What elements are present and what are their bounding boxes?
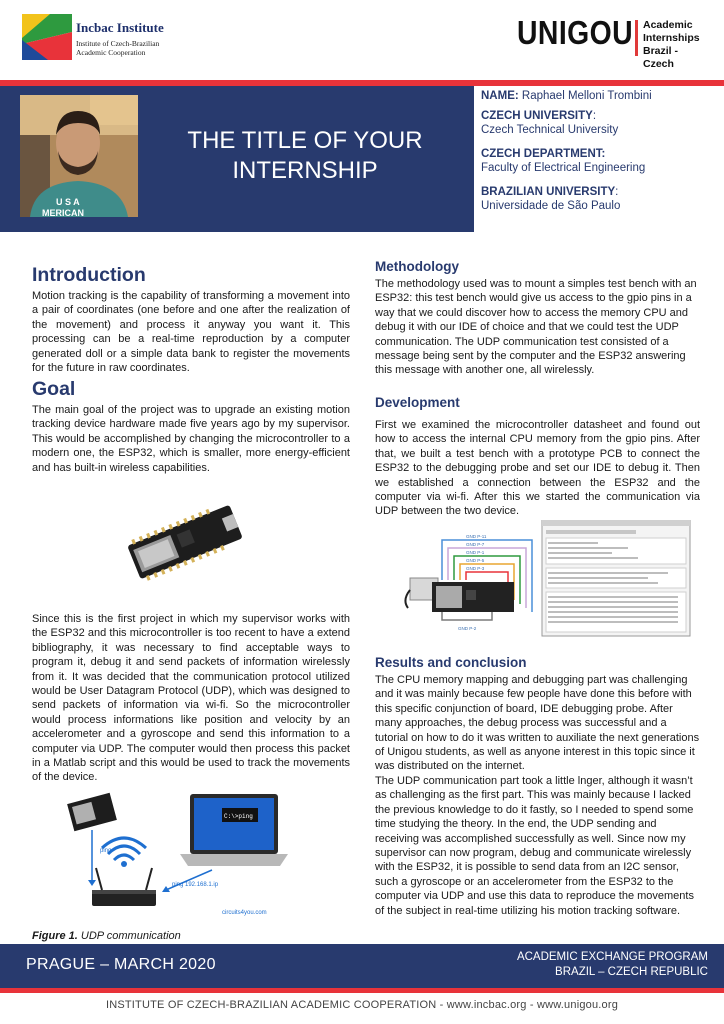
goal-text: The main goal of the project was to upgrade an existing motion tracking device hardware made five years ago by my supervisor. This would be accomplished by changing the microcontroller to a modern one, the ESP32, which is smaller, more energy-efficient and has built-in wireless capabilities. <box>32 404 350 474</box>
introduction-heading: Introduction <box>32 264 146 286</box>
footer-red-line <box>0 988 724 993</box>
test-bench-figure <box>402 520 692 640</box>
footer-location-date: PRAGUE – MARCH 2020 <box>26 956 216 973</box>
unigou-logo <box>517 14 707 70</box>
methodology-heading: Methodology <box>375 259 459 274</box>
figure-watermark: circuits4you.com <box>222 910 267 916</box>
figure-1-caption: Figure 1. UDP communication <box>32 930 181 942</box>
esp32-board-image <box>120 502 250 582</box>
methodology-text: The methodology used was to mount a simples test bench with an ESP32: this test bench would give us access to the gpio pins in a way that we could discover how to access the memory CPU and debug it with our IDE of choice and that we could test the UDP communication. The UDP communication test consisted of a message being sent by the computer and the ESP32 answering this message with another one, all wirelessly. <box>375 278 697 377</box>
name-field: NAME: Raphael Melloni Trombini <box>481 90 652 102</box>
brazil-czech-flag-icon <box>22 14 72 60</box>
svg-text:GND P-1: GND P-1 <box>466 550 485 555</box>
incbac-logo <box>22 14 182 66</box>
development-heading: Development <box>375 395 460 410</box>
footer-program: ACADEMIC EXCHANGE PROGRAM BRAZIL – CZECH REPUBLIC <box>516 951 708 978</box>
czech-department-field: CZECH DEPARTMENT: Faculty of Electrical Engineering <box>481 148 646 174</box>
introduction-text: Motion tracking is the capability of transforming a movement into a pair of coordinates (one before and one after the realization of the movement) and process it anyway you want it. This processing can be a real-time reproduction by a computer generated doll or a simple data bank to register the movements for the future in raw coordinates. <box>32 290 350 375</box>
svg-text:MERICAN: MERICAN <box>42 208 84 217</box>
page-header <box>0 0 724 80</box>
svg-text:U S A: U S A <box>56 197 80 207</box>
internship-title: THE TITLE OF YOUR INTERNSHIP <box>187 127 423 184</box>
udp-communication-figure <box>62 790 292 928</box>
unigou-brand: UNIGOU <box>517 14 634 51</box>
development-text: First we examined the microcontroller datasheet and found out how to access the internal CPU memory from the gpio pins. After that, we built a test bench with a prototype PCB to connect the ESP32 to the debugging probe and set our IDE to debug it. Then we established a connection between the ESP32 and the computer via wi-fi. After this we started the communication via UDP between the two device. <box>375 419 700 518</box>
goal-heading: Goal <box>32 378 76 400</box>
svg-text:GND P-7: GND P-7 <box>466 542 485 547</box>
svg-text:GND P-3: GND P-3 <box>466 566 485 571</box>
brazilian-university-field: BRAZILIAN UNIVERSITY: Universidade de São Paulo <box>481 186 621 212</box>
laptop-screen-text: C:\>ping <box>224 813 253 820</box>
results-text-continued: The UDP communication part took a little lnger, although it wasn’t as challenging as the first part. This was mainly because I lacked the previous knowledge to do it fastly, so I needed to spend some time studying the theory. In the end, the UDP sending and receiving was accomplished successfully as well. Since now my supervisor can now program, debug and communicate wirelessly with the ESP32, it is possible to send data from an I2C sensor, such a gyroscope or an accelerometer from the ESP32 to the computer via UDP and use this data to reproduce the movements of the subject in real-time utilizing his motion tracking software. <box>375 775 694 917</box>
unigou-tagline: Academic Internships Brazil - Czech <box>643 19 700 70</box>
czech-university-field: CZECH UNIVERSITY: Czech Technical University <box>481 110 619 136</box>
svg-text:GND P-2: GND P-2 <box>458 626 477 631</box>
svg-text:GND P-5: GND P-5 <box>466 558 485 563</box>
svg-text:GND P-11: GND P-11 <box>466 534 487 539</box>
ping-label: ping <box>100 848 112 854</box>
ping-ip-label: ping 192.168.1.ip <box>172 882 219 888</box>
logo-divider <box>635 20 638 56</box>
incbac-subtitle: Institute of Czech-Brazilian Academic Cooperation <box>76 39 160 57</box>
results-text: The CPU memory mapping and debugging part was challenging and it was mainly because few people have done this before with this specific conjunction of board, IDE debugging probe. After many approaches, the debug process was successful and a tutorial on how to do it was written to auxiliate the next generations of Unigou students, as well as anyone interest in this topic since it was distributed on the internet. <box>375 674 700 773</box>
results-heading: Results and conclusion <box>375 655 527 670</box>
goal-text-continued: Since this is the first project in which my supervisor works with the ESP32 and this microcontroller is too recent to have a extend bibliography, it was necessary to find acceptable ways to program it, debug it and send packets of information wirelessly from it. It was decided that the communication protocol utilized would be User Datagram Protocol (UDP), which was designed to send packets of information via wi-fi. So the microcontroller would process informations like position and velocity by an accelerometer and a gyroscope and send this information to a computer via UDP. The computer would then process this packet in a Matlab script and this would be used to track the movements of the device. <box>32 613 350 784</box>
page-footer <box>0 944 724 988</box>
incbac-brand: Incbac Institute <box>76 20 164 35</box>
student-photo <box>20 95 138 217</box>
footer-websites: INSTITUTE OF CZECH-BRAZILIAN ACADEMIC COOPERATION - www.incbac.org - www.unigou.org <box>105 999 619 1011</box>
